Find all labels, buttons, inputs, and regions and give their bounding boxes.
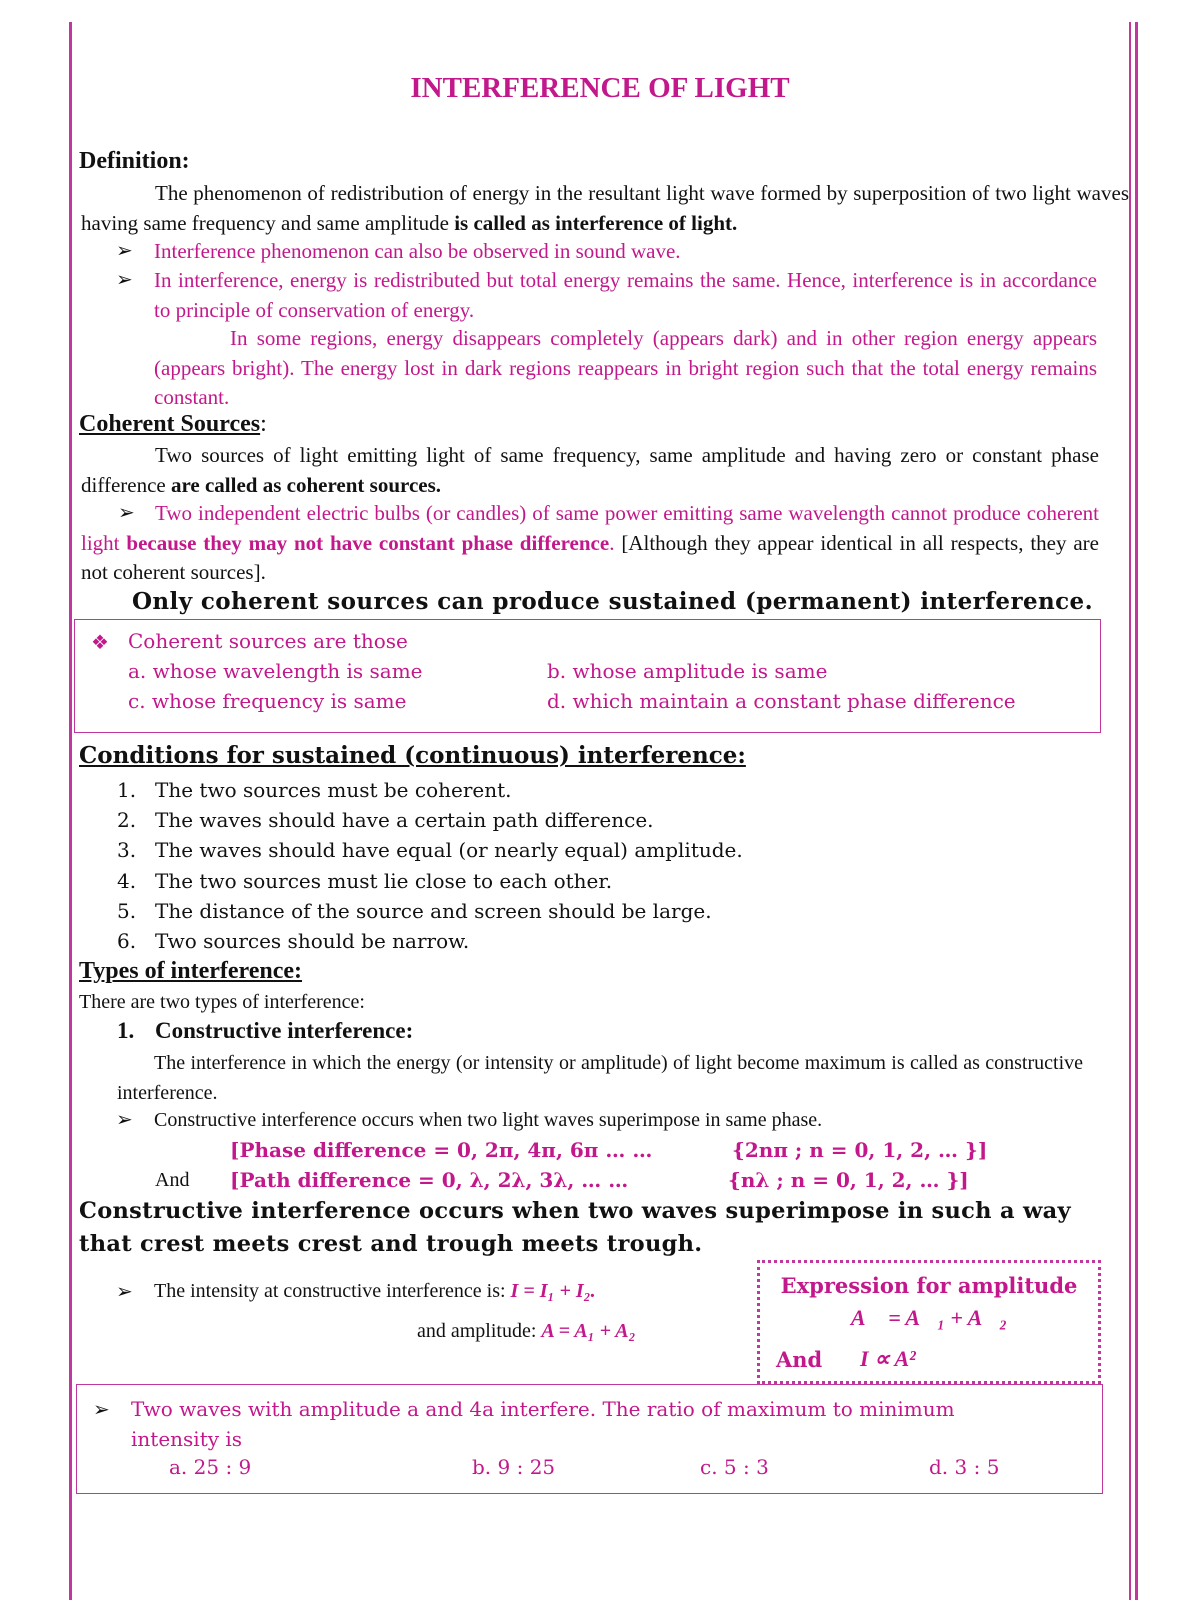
arrow-bullet-icon: ➢	[116, 269, 133, 291]
coherent-heading	[79, 411, 267, 438]
condition-number: 5.	[117, 898, 137, 923]
expression-vector-formula: A⃗ = A⃗₁ + A⃗₂	[850, 1305, 1008, 1330]
mcq-intensity-box	[76, 1384, 1103, 1494]
coherent-text-bold: are called as coherent sources.	[170, 472, 442, 497]
phase-difference-text: [Phase difference = 0, 2π, 4π, 6π … …	[230, 1138, 653, 1162]
coherent-heading-colon: :	[260, 411, 267, 437]
and-label: And	[155, 1169, 190, 1191]
constructive-heading: Constructive interference:	[155, 1018, 414, 1043]
mcq2-option-b[interactable]: b. 9 : 25	[472, 1455, 556, 1479]
condition-number: 1.	[117, 778, 137, 802]
definition-text-lead: The phenomenon of redistribution of energy in the resultant light wave formed by superposition of two light waves having same frequency and same amplitude	[81, 181, 1129, 235]
constructive-bullet: Constructive interference occurs when two light waves superimpose in same phase.	[154, 1109, 823, 1131]
mcq-option-d[interactable]: d. which maintain a constant phase difference	[547, 689, 1016, 713]
condition-number: 6.	[117, 929, 137, 954]
arrow-bullet-icon: ➢	[116, 1109, 133, 1131]
coherent-bullet-rest: [Although they appear identical in all respects, they are not coherent sources].	[81, 530, 1099, 584]
condition-item: The waves should have equal (or nearly equal) amplitude.	[155, 838, 743, 863]
conditions-heading: Conditions for sustained (continuous) interference:	[79, 742, 746, 769]
coherent-text	[81, 441, 1099, 500]
mcq2-option-a[interactable]: a. 25 : 9	[169, 1455, 252, 1479]
arrow-bullet-icon: ➢	[93, 1399, 110, 1421]
condition-item: The two sources must lie close to each other.	[155, 868, 613, 893]
amplitude-expression-box	[757, 1260, 1101, 1384]
mcq-option-b[interactable]: b. whose amplitude is same	[547, 659, 828, 683]
expression-title: Expression for amplitude	[780, 1273, 1078, 1298]
definition-text	[81, 179, 1129, 238]
mcq2-option-d[interactable]: d. 3 : 5	[929, 1455, 1000, 1479]
amplitude-line	[417, 1317, 636, 1347]
condition-number: 2.	[117, 808, 137, 833]
amplitude-formula: A = A₁ + A₂	[541, 1320, 636, 1342]
intensity-line	[154, 1277, 596, 1307]
path-difference-general: {nλ ; n = 0, 1, 2, … }]	[728, 1168, 969, 1192]
coherent-heading-text: Coherent Sources	[79, 411, 261, 437]
coherent-bullet	[81, 499, 1099, 588]
intensity-formula: I = I₁ + I₂.	[510, 1280, 596, 1302]
right-margin-rule-outer	[1135, 22, 1138, 1600]
intensity-prefix: The intensity at constructive interference is:	[154, 1280, 506, 1302]
right-margin-rule	[1129, 22, 1131, 1600]
left-margin-rule	[69, 22, 72, 1600]
phase-difference-line	[230, 1138, 652, 1163]
amplitude-prefix: and amplitude:	[417, 1320, 537, 1342]
definition-note: In some regions, energy disappears completely (appears dark) and in other region energy appears (appears bright). The energy lost in dark regions reappears in bright region such that the total energy remains constant.	[154, 326, 1097, 409]
coherent-only-line: Only coherent sources can produce sustained (permanent) interference.	[132, 588, 1093, 615]
expression-relation: I ∝ A²	[860, 1346, 916, 1371]
coherent-text-lead: Two sources of light emitting light of same frequency, same amplitude and having zero or constant phase difference	[81, 443, 1099, 497]
diamond-bullet-icon: ❖	[91, 632, 109, 654]
coherent-bullet-pink: Two independent electric bulbs (or candles) of same power emitting same wavelength cannot produce coherent light	[81, 501, 1099, 555]
definition-bullet-2: In interference, energy is redistributed but total energy remains the same. Hence, interference is in accordance to principle of conservation of energy.	[154, 268, 1097, 322]
mcq2-option-c[interactable]: c. 5 : 3	[700, 1455, 769, 1479]
coherent-bullet-dot: .	[609, 530, 615, 555]
mcq-coherent-box	[74, 619, 1101, 733]
mcq-option-c[interactable]: c. whose frequency is same	[128, 689, 407, 713]
constructive-text: The interference in which the energy (or intensity or amplitude) of light become maximum is called as constructive interference.	[117, 1052, 1083, 1104]
types-heading: Types of interference:	[79, 958, 303, 984]
types-intro: There are two types of interference:	[79, 991, 365, 1013]
condition-item: The two sources must be coherent.	[155, 778, 512, 802]
definition-heading: Definition:	[79, 148, 190, 174]
page-title: INTERFERENCE OF LIGHT	[410, 72, 790, 104]
definition-bullet-1: Interference phenomenon can also be observed in sound wave.	[154, 239, 681, 263]
conditions-list	[155, 775, 743, 956]
definition-text-bold: is called as interference of light.	[454, 210, 738, 235]
crest-meets-crest-statement: Constructive interference occurs when two waves superimpose in such a way that crest meets crest and trough meets trough.	[79, 1198, 1071, 1257]
arrow-bullet-icon: ➢	[116, 240, 133, 262]
mcq-intensity-question: Two waves with amplitude a and 4a interfere. The ratio of maximum to minimum intensity is	[131, 1397, 955, 1451]
path-difference-line: [Path difference = 0, λ, 2λ, 3λ, … …	[230, 1168, 629, 1192]
conditions-numbers	[117, 775, 136, 956]
expression-and-label: And	[776, 1347, 823, 1372]
arrow-bullet-icon: ➢	[118, 502, 135, 524]
condition-item: The waves should have a certain path difference.	[155, 808, 654, 833]
condition-number: 3.	[117, 838, 137, 863]
condition-item: Two sources should be narrow.	[155, 929, 470, 954]
coherent-bullet-bold: because they may not have constant phase difference	[126, 530, 610, 555]
constructive-number: 1.	[117, 1018, 135, 1043]
mcq-option-a[interactable]: a. whose wavelength is same	[128, 659, 423, 683]
arrow-bullet-icon: ➢	[116, 1281, 133, 1303]
condition-number: 4.	[117, 868, 137, 893]
mcq-coherent-question: Coherent sources are those	[128, 629, 408, 653]
condition-item: The distance of the source and screen should be large.	[155, 898, 712, 923]
phase-difference-general: {2nπ ; n = 0, 1, 2, … }]	[732, 1138, 988, 1162]
